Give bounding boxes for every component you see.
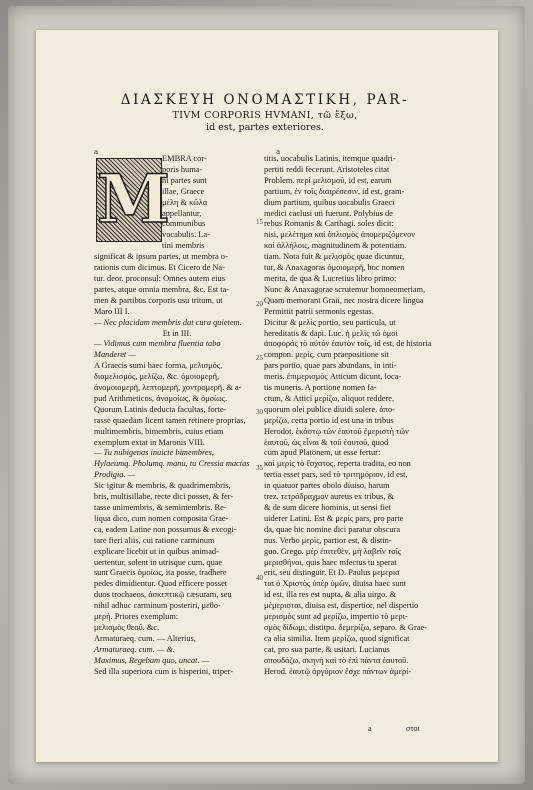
right-text-line: dium partium, quibus uocabulis Graeci <box>264 197 395 207</box>
right-text-line: ca alia similia. Item μερίζω, quod significat <box>264 633 410 643</box>
left-text-line: Prodigia. — <box>94 470 136 480</box>
right-text-line: Problem. περὶ μελισμοῦ, id est, earum <box>264 175 392 185</box>
right-text-line: da, quae hic nomine dici paratur obscura <box>264 524 401 534</box>
left-text-line: communibus <box>162 219 206 229</box>
left-text-line: rasse quaedam licent tamen retinere proprias, <box>94 415 246 425</box>
right-text-line: titis, uocabulis Latinis, itemque quadri- <box>264 154 396 163</box>
right-text-line: ἑαυτοῦ, ὡς εἶναι & τοῦ ἑαυτοῦ, quod <box>264 437 389 447</box>
left-text-line: — Tu nubigenas inuicte bimembres, <box>94 448 214 458</box>
marginal-number: 40 <box>256 574 263 582</box>
left-text-line: explicare licebit ut in quibus animad- <box>94 546 219 556</box>
left-text-line: Quorum Latinis deducta facultas, forte- <box>94 404 227 414</box>
right-text-line: medici caclusi uti fuerunt. Polybius de <box>264 208 393 218</box>
left-text-line: Sed illa superiora cum is hisperini, triper- <box>94 666 234 676</box>
left-text-line: Et in III. <box>162 328 192 338</box>
right-text-line: quorum olei publice diuidi solere. ἀπο- <box>264 404 395 414</box>
right-text-line: tis muneris. A portione nomen fa- <box>264 383 377 393</box>
left-text-line: multimembris, bimembris, cuius etiam <box>94 426 224 436</box>
left-text-line: A Graecis sumi haec forma, μελισμός, <box>94 361 223 371</box>
page-mark-left: a <box>94 148 99 156</box>
marginal-number: 20 <box>256 300 263 308</box>
marginal-number: 15 <box>256 218 263 226</box>
left-text-line: διαμελισμός, μελίζω, &c. ὁμοιομερῆ, <box>94 372 220 382</box>
title-line-2: TIVM CORPORIS HVMANI, τῶ ἔξω, <box>172 110 358 121</box>
right-text-line: in quatuor partes obolo diuiso, harum <box>264 481 390 491</box>
left-text-line: exemplum extat in Maronis VIII. <box>94 437 205 447</box>
left-text-line: vocabulis. La- <box>162 230 210 240</box>
page-title <box>60 92 470 133</box>
right-text-line: partium, ἐν τοῖς διαιρέσεσιν, id est, gram- <box>264 186 405 196</box>
left-text-line: ca, eadem Latine non possumus & excogi- <box>94 524 237 534</box>
left-text-line: μέλη & κῶλα <box>162 197 208 207</box>
left-text-line: EMBRA cor- <box>162 154 207 163</box>
right-text-line: σπουδάζω, σκηνὴ καὶ τὸ ἐπὶ πάντα ἑαυτοῦ. <box>264 655 409 665</box>
left-text-line: rationis cum dicimus. Et Cicero de Na- <box>94 263 225 273</box>
right-text-line: pars portio, quae pars abundans, in inti- <box>264 361 397 371</box>
page-mark-right: a <box>276 148 281 156</box>
left-text-line: sunt Graecis ὁμοίως, ita posse, tradhere <box>94 568 227 578</box>
right-text-line: hereditatis & dapi. Luc. ἡ μελὶς τῶ ὁμοί <box>264 328 398 338</box>
left-text-line: pud Arithmeticos, ἀνομοίως, & ὁμοίως. <box>94 393 228 403</box>
right-text-line: id est, illa res est nupta, & alia uirgo. & <box>264 590 396 600</box>
left-text-line: tasse unimembris, & semimembris. Re- <box>94 503 227 512</box>
right-text-line: μερισθήναι, quis haec mfectus tu sperat <box>264 557 397 567</box>
initial-letter: M <box>97 160 171 238</box>
right-text-line: σμὸς δίδωμι, distitpo. δεμερίζω, separo. & Grae- <box>264 622 427 632</box>
right-text-line: cat, pro sua parte, & usitari. Lucianus <box>264 644 390 654</box>
right-text-line: ctum, & Attici μερίζω, aliquot reddere, <box>264 393 395 403</box>
left-text-line: illae, Graece <box>162 186 205 196</box>
right-text-line: μερίζω, certa portio id est una in tribus <box>264 415 394 425</box>
right-text-line: Nunc & Anaxagorae scrutemur homoeomeriam, <box>264 284 426 294</box>
right-text-line: μερισμὸς sunt ad μερίζω, impertio τὸ μερι- <box>264 612 408 622</box>
left-text-line: Sic igitur & membris, & quadrimembris, <box>94 481 231 491</box>
right-text-line: ἀποφοράς τὸ αὐτόν ἑαυτὸν τοῖς, id est, de historia <box>264 339 432 349</box>
right-text-line: rebus Romanis & Carthagi. soles dicit: <box>264 219 394 229</box>
right-text-line: compon. μερίς, cum praepositione sit <box>264 350 389 360</box>
right-text-line: nus. Verbo μερὶς, partior est, & distin- <box>264 535 392 545</box>
right-text-line: pertiti reddi fecerunt. Aristoteles citat <box>264 164 390 174</box>
left-text-line: Manderet — <box>94 350 136 360</box>
left-text-line: duos trochaeos, ἀσκεπτικῷ cæsuram, seu <box>94 590 232 600</box>
left-text-line: bris, multisillabe, recte dici posset, & fer- <box>94 492 234 502</box>
marginal-number: 25 <box>256 354 263 362</box>
left-text-line: — Nec placidam membris dat cura quietem. <box>94 317 242 327</box>
catchword: στοι <box>406 724 420 733</box>
left-text-line: — Vidimus cum membra fluentia tabo <box>94 339 221 349</box>
right-text-line: μέμερισται, diuisa est, dispertior, nel dispertio <box>264 601 419 611</box>
left-text-line: ni partes sunt <box>162 175 207 185</box>
right-text-line: nisi, μελέτημα καὶ ὁπλισμὸς ἀπομεριζόμενον <box>264 230 416 240</box>
marginal-number: 30 <box>256 408 263 416</box>
marginal-number: 35 <box>256 464 263 472</box>
left-column <box>94 154 260 678</box>
left-text-line: significat & ipsum partes, ut membra o- <box>94 252 228 262</box>
right-text-line: tertia esset pars, sed τὸ τριτημόριον, id est, <box>264 470 408 480</box>
right-text-line: καὶ ἀλλήλοις, magnitudinem & potentiam. <box>264 241 407 251</box>
left-text-line: appellantur, <box>162 208 202 218</box>
left-text-line: Armaturaeq. cum. — &. <box>94 644 175 654</box>
left-text-line: μελισμὸς θεοῦ. &c. <box>94 622 160 632</box>
left-text-line: liqua dico, cum nomen composita Grae- <box>94 513 229 523</box>
title-line-1: ΔΙΑΣΚΕΥΗ ΟΝΟΜΑΣΤΙΚΗ, PAR- <box>120 92 410 108</box>
right-text-line: Quam memorant Graii, nec nostra dicere lingua <box>264 295 424 305</box>
right-text-line: guo. Grego. μέρ ἐπιτεθὲν, μὴ λαβεῖν τοῖς <box>264 546 401 556</box>
right-text-line: ται ὁ Χριστὸς ὑπὲρ ὑμῶν, diuisa haec sunt <box>264 579 407 589</box>
footer-signature: a <box>368 724 372 733</box>
left-text-line: tur. deor. proconsul: Omnes autem eius <box>94 273 225 283</box>
right-text-line: tiam. Nota fuit & μελισμὸς quae dicuntur, <box>264 252 405 262</box>
left-text-line: Armaturaeq. cum. — Alterius, <box>94 633 196 643</box>
right-text-line: καὶ μερίς τὸ ἔσχατος, reperta tradita, eo non <box>264 459 411 469</box>
right-text-line: Permittit patrii sermonis egestas. <box>264 306 374 316</box>
left-text-line: uertentur, solent in utrisque cum, quae <box>94 557 223 567</box>
right-text-line: trez. τετράδραχμον aureus ex tribus, & <box>264 492 395 502</box>
right-text-line: Herodot. ἑκάστῳ τῶν ἑαυτοῦ ἐμεριστὴ τῶν <box>264 426 409 436</box>
right-text-line: Herod. ἑαυτῷ ἀργύριον ἔσχε πάντων ἀμερί- <box>264 666 412 676</box>
left-text-line: ἀνομοιομερῆ, λεπτομερῆ, χοντρομερῆ. & a- <box>94 383 242 393</box>
left-text-line: μερή. Priores exemplum: <box>94 612 179 622</box>
right-text-line: uiderer Latini. Est & μερίς pars, pro parte <box>264 513 404 523</box>
left-text-line: pedes dimidientur. Quod efficere posset <box>94 579 228 589</box>
left-text-line: Maro III I. <box>94 306 130 316</box>
right-text-line: merita, de qua & Lucretius libro primo: <box>264 273 397 283</box>
left-text-line: tini membris <box>162 241 205 251</box>
right-text-line: Dicitur & μελὶς portio, seu particula, ut <box>264 317 396 327</box>
right-text-line: & de sum dicere hominis, ut sensi fiet <box>264 503 391 512</box>
right-text-line: meris. ἐπιμερισμὸς Atticum dicunt, loca- <box>264 372 402 382</box>
left-text-line: Hylaeumq. Pholumq. manu, tu Cressia mactas <box>94 459 250 469</box>
left-text-line: nihil adhuc carminum posteriri, μεθο- <box>94 601 221 611</box>
left-text-line: tare fieri aliis, cui ratione carminum <box>94 535 215 545</box>
left-text-line: partes, atque omnia membra, &c. Est ta- <box>94 284 230 294</box>
right-text-line: cum apud Platonem, ut esse fertur: <box>264 448 381 458</box>
right-column <box>264 154 436 678</box>
title-line-3: id est, partes exteriores. <box>206 122 324 133</box>
left-text-line: Maximus, Regebam quo, uncat. — <box>94 655 210 665</box>
left-text-line: poris huma- <box>162 164 203 174</box>
right-text-line: tur, & Anaxagoras ὁμοιομερῆ, hoc nomen <box>264 263 405 273</box>
right-text-line: erit, seu distinguir. Et D. Paulus μεμερισ <box>264 568 400 578</box>
left-text-line: men & partibus corporis usu tritum, ut <box>94 295 223 305</box>
